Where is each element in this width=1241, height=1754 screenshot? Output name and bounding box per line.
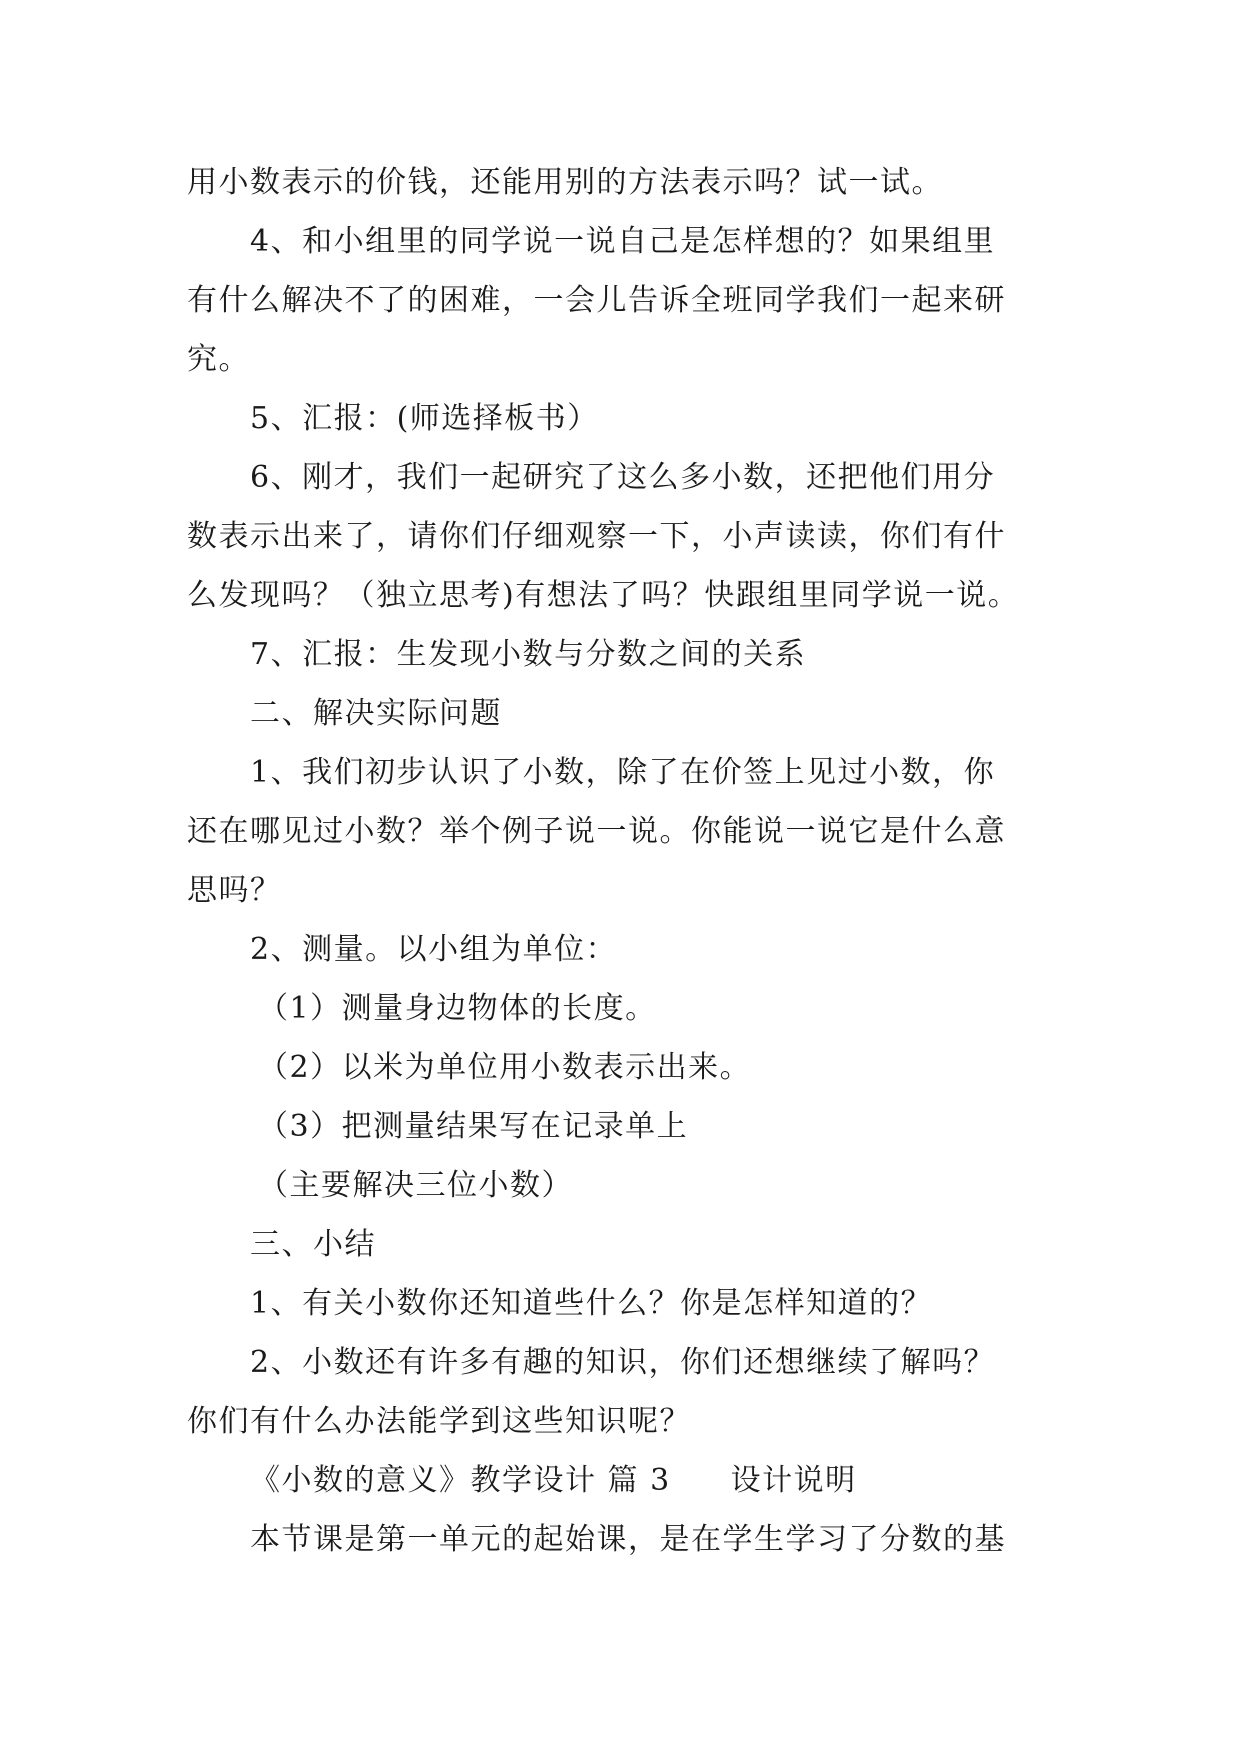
document-heading — [250, 1461, 857, 1501]
text-line: 本节课是第一单元的起始课，是在学生学习了分数的基 — [250, 1522, 1006, 1557]
text-line: 4、和小组里的同学说一说自己是怎样想的？如果组里 — [250, 224, 996, 259]
text-line: （1）测量身边物体的长度。 — [258, 991, 657, 1026]
text-line: 7、汇报：生发现小数与分数之间的关系 — [250, 637, 807, 672]
text-line: （2）以米为单位用小数表示出来。 — [258, 1050, 752, 1085]
text-line: 有什么解决不了的困难，一会儿告诉全班同学我们一起来研 — [187, 283, 1006, 318]
text-line: 你们有什么办法能学到这些知识呢？ — [187, 1404, 691, 1439]
text-line: 思吗？ — [187, 873, 282, 908]
section-heading: 二、解决实际问题 — [250, 696, 502, 731]
heading-subtitle: 设计说明 — [730, 1463, 857, 1498]
text-line: 2、小数还有许多有趣的知识，你们还想继续了解吗？ — [250, 1345, 996, 1380]
text-line: 6、刚才，我们一起研究了这么多小数，还把他们用分 — [250, 460, 996, 495]
text-line: 究。 — [187, 342, 250, 377]
text-line: 1、有关小数你还知道些什么？你是怎样知道的？ — [250, 1286, 933, 1321]
text-line: 数表示出来了，请你们仔细观察一下，小声读读，你们有什 — [187, 519, 1006, 554]
text-line: 1、我们初步认识了小数，除了在价签上见过小数，你 — [250, 755, 996, 790]
heading-title: 《小数的意义》教学设计 篇 3 — [250, 1463, 671, 1498]
text-line: 5、汇报：(师选择板书） — [250, 401, 599, 436]
text-line: 2、测量。以小组为单位： — [250, 932, 618, 967]
text-line: （主要解决三位小数） — [258, 1168, 573, 1203]
text-line: 么发现吗？（独立思考)有想法了吗？快跟组里同学说一说。 — [187, 578, 1020, 613]
text-line: （3）把测量结果写在记录单上 — [258, 1109, 689, 1144]
text-line: 用小数表示的价钱，还能用别的方法表示吗？试一试。 — [187, 165, 943, 200]
section-heading: 三、小结 — [250, 1227, 376, 1262]
text-line: 还在哪见过小数？举个例子说一说。你能说一说它是什么意 — [187, 814, 1006, 849]
